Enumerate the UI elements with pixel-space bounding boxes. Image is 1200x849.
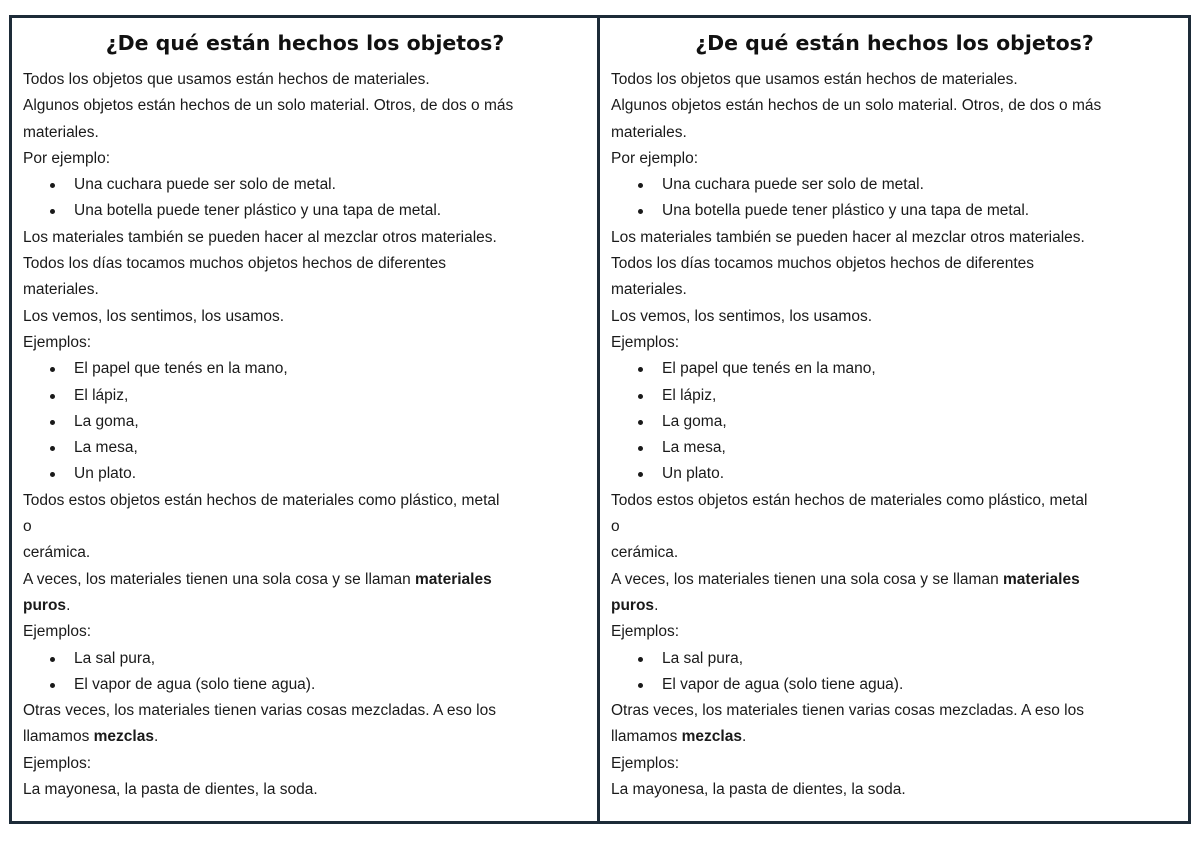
list-item: El lápiz, [23, 383, 587, 409]
paragraph-line [23, 567, 587, 593]
paragraph-line [611, 593, 1178, 619]
bold-term: puros [23, 596, 67, 614]
paragraph-line: La mayonesa, la pasta de dientes, la soda. [23, 781, 318, 799]
bullet-list-pure [23, 646, 587, 699]
list-item: Una cuchara puede ser solo de metal. [611, 172, 1178, 198]
list-item: Un plato. [611, 461, 1178, 487]
paragraph-line [23, 724, 587, 750]
text-run: . [153, 728, 159, 746]
list-item: El lápiz, [611, 383, 1178, 409]
paragraph-line: Los materiales también se pueden hacer al mezclar otros materiales. [611, 228, 1085, 246]
list-item: Una botella puede tener plástico y una tapa de metal. [23, 198, 587, 224]
paragraph-line: Otras veces, los materiales tienen varias cosas mezcladas. A eso los [611, 702, 1084, 720]
text-run: . [741, 728, 747, 746]
paragraph-line: Algunos objetos están hechos de un solo material. Otros, de dos o más [611, 97, 1102, 115]
text-run: llamamos [611, 728, 682, 746]
paragraph-line: Ejemplos: [23, 623, 92, 641]
list-item: La goma, [611, 409, 1178, 435]
paragraph-line: Ejemplos: [611, 754, 680, 772]
list-item: El papel que tenés en la mano, [611, 356, 1178, 382]
list-item: La mesa, [23, 435, 587, 461]
paragraph-line: Ejemplos: [611, 623, 680, 641]
paragraph-line: Todos estos objetos están hechos de materiales como plástico, metal [611, 491, 1088, 509]
paragraph-line [611, 567, 1178, 593]
list-item: La sal pura, [23, 646, 587, 672]
list-item: La mesa, [611, 435, 1178, 461]
card-title: ¿De qué están hechos los objetos? [695, 31, 1094, 55]
paragraph-line: materiales. [23, 281, 99, 299]
text-run: A veces, los materiales tienen una sola cosa y se llaman [611, 570, 1004, 588]
list-item: El vapor de agua (solo tiene agua). [23, 672, 587, 698]
worksheet [9, 15, 1191, 824]
list-item: El vapor de agua (solo tiene agua). [611, 672, 1178, 698]
paragraph-line: cerámica. [23, 544, 91, 562]
paragraph-line: Por ejemplo: [23, 149, 111, 167]
paragraph-line: o [23, 518, 32, 536]
paragraph-line: Ejemplos: [611, 333, 680, 351]
list-item: Una cuchara puede ser solo de metal. [23, 172, 587, 198]
card-left [12, 18, 600, 821]
paragraph-line: Todos los días tocamos muchos objetos hechos de diferentes [611, 255, 1035, 273]
bold-term: puros [611, 596, 655, 614]
bullet-list-objects [23, 356, 587, 487]
paragraph-line: Todos estos objetos están hechos de materiales como plástico, metal [23, 491, 500, 509]
card-right [600, 18, 1188, 821]
paragraph-line: Todos los días tocamos muchos objetos hechos de diferentes [23, 255, 447, 273]
text-run: A veces, los materiales tienen una sola cosa y se llaman [23, 570, 416, 588]
list-item: La goma, [23, 409, 587, 435]
text-run: . [66, 596, 71, 614]
paragraph-line: materiales. [23, 123, 99, 141]
bullet-list-objects [611, 356, 1178, 487]
paragraph-line: Todos los objetos que usamos están hechos de materiales. [611, 71, 1018, 88]
bullet-list-examples [611, 172, 1178, 225]
bullet-list-examples [23, 172, 587, 225]
paragraph-line [611, 724, 1178, 750]
paragraph-line: o [611, 518, 620, 536]
paragraph-line: La mayonesa, la pasta de dientes, la soda. [611, 781, 906, 799]
list-item: Una botella puede tener plástico y una tapa de metal. [611, 198, 1178, 224]
paragraph-line: Ejemplos: [23, 754, 92, 772]
text-run: llamamos [23, 728, 94, 746]
bold-term: materiales [415, 570, 492, 588]
bold-term: materiales [1003, 570, 1080, 588]
paragraph-line: Otras veces, los materiales tienen varias cosas mezcladas. A eso los [23, 702, 496, 720]
list-item: Un plato. [23, 461, 587, 487]
bold-term: mezclas [681, 728, 742, 746]
text-run: . [654, 596, 659, 614]
paragraph-line: cerámica. [611, 544, 679, 562]
paragraph-line: Los materiales también se pueden hacer al mezclar otros materiales. [23, 228, 497, 246]
paragraph-line: Los vemos, los sentimos, los usamos. [611, 307, 873, 325]
paragraph-line [23, 593, 587, 619]
bullet-list-pure [611, 646, 1178, 699]
paragraph-line: Algunos objetos están hechos de un solo material. Otros, de dos o más [23, 97, 514, 115]
bold-term: mezclas [93, 728, 154, 746]
paragraph-line: Todos los objetos que usamos están hechos de materiales. [23, 71, 430, 88]
list-item: El papel que tenés en la mano, [23, 356, 587, 382]
list-item: La sal pura, [611, 646, 1178, 672]
paragraph-line: Los vemos, los sentimos, los usamos. [23, 307, 285, 325]
paragraph-line: materiales. [611, 123, 687, 141]
paragraph-line: Por ejemplo: [611, 149, 699, 167]
paragraph-line: Ejemplos: [23, 333, 92, 351]
card-title: ¿De qué están hechos los objetos? [105, 31, 505, 55]
paragraph-line: materiales. [611, 281, 687, 299]
